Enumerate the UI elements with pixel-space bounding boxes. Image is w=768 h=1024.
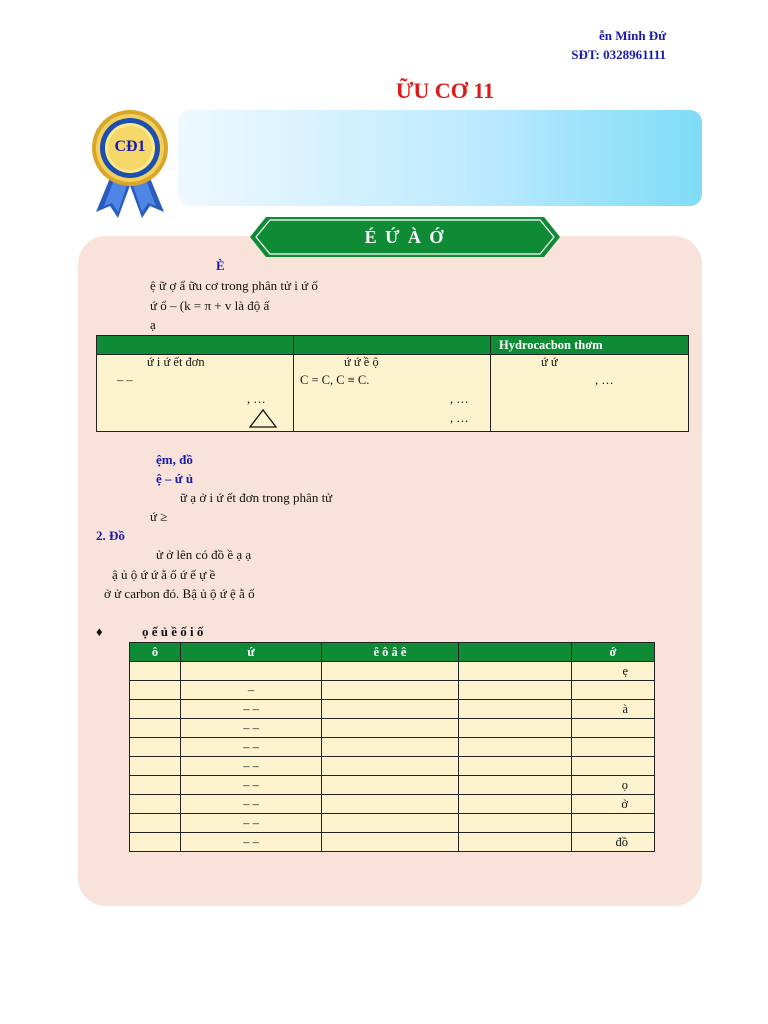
t2-cell: – – bbox=[181, 814, 322, 833]
t1-header-2 bbox=[294, 336, 491, 355]
t2-header-5: ớ bbox=[572, 643, 655, 662]
table-row bbox=[130, 814, 655, 833]
t2-cell: – – bbox=[181, 795, 322, 814]
part2-subheading1: ệm, đồ bbox=[156, 452, 193, 467]
author-name: ễn Minh Đứ bbox=[598, 28, 666, 43]
t2-cell bbox=[459, 833, 572, 852]
t2-cell bbox=[572, 814, 655, 833]
t2-cell bbox=[130, 814, 181, 833]
table-row bbox=[130, 833, 655, 852]
table-row bbox=[130, 719, 655, 738]
t2-cell bbox=[130, 719, 181, 738]
t2-cell bbox=[572, 719, 655, 738]
t2-cell bbox=[130, 757, 181, 776]
part1-line3: ạ bbox=[150, 317, 156, 332]
table-row bbox=[130, 776, 655, 795]
naming-table bbox=[129, 642, 655, 852]
part1-line1: ệ ữ ợ ẩ ữu cơ trong phân tử i ứ ố bbox=[150, 278, 318, 293]
t2-cell bbox=[322, 719, 459, 738]
t2-cell: – – bbox=[181, 738, 322, 757]
bullet-icon: ♦ bbox=[96, 624, 103, 639]
t2-cell bbox=[322, 662, 459, 681]
t2-cell: – – bbox=[181, 776, 322, 795]
document-title: ỮU CƠ 11 bbox=[395, 78, 495, 103]
topic-banner bbox=[178, 110, 702, 206]
t2-cell: – – bbox=[181, 833, 322, 852]
t2-cell bbox=[322, 795, 459, 814]
t2-header-2: ứ bbox=[181, 643, 322, 662]
t2-cell bbox=[459, 757, 572, 776]
table-row bbox=[130, 681, 655, 700]
t2-cell bbox=[322, 833, 459, 852]
t2-cell bbox=[459, 700, 572, 719]
classification-table bbox=[96, 335, 689, 432]
t1-cell-2-line3: , … bbox=[450, 392, 469, 406]
t2-cell bbox=[459, 738, 572, 757]
part2-para3: ở ử carbon đó. Bậ ủ ộ ứ ệ ằ ố bbox=[104, 586, 255, 601]
t2-cell: – – bbox=[181, 757, 322, 776]
part1-heading: È bbox=[216, 258, 225, 273]
t2-cell bbox=[130, 700, 181, 719]
table-row bbox=[130, 662, 655, 681]
part2-para1: ử ở lên có đồ ề ạ ạ bbox=[156, 547, 252, 562]
t2-cell bbox=[322, 700, 459, 719]
t2-cell bbox=[459, 776, 572, 795]
t2-cell bbox=[130, 776, 181, 795]
t1-cell-1-line2: – – bbox=[117, 373, 133, 387]
t1-header-1 bbox=[97, 336, 294, 355]
t2-cell: à bbox=[572, 700, 655, 719]
t1-cell-3-line2: , … bbox=[595, 373, 614, 387]
t2-cell bbox=[459, 719, 572, 738]
t1-cell-2 bbox=[294, 355, 491, 432]
t2-header-4 bbox=[459, 643, 572, 662]
t2-cell bbox=[130, 795, 181, 814]
t2-cell bbox=[322, 681, 459, 700]
t2-cell: ọ bbox=[572, 776, 655, 795]
t1-cell-1-line3: , … bbox=[247, 392, 266, 406]
list-intro-text: ọ ế ủ ề ố i ố bbox=[142, 624, 204, 639]
t2-cell bbox=[572, 738, 655, 757]
t1-cell-3 bbox=[491, 355, 689, 432]
part2-para2: ậ ủ ộ ứ ứ ằ ố ứ ế ự ề bbox=[112, 567, 216, 582]
t2-cell: – – bbox=[181, 700, 322, 719]
medal-icon bbox=[88, 108, 172, 220]
t2-cell bbox=[322, 738, 459, 757]
t2-cell: – bbox=[181, 681, 322, 700]
t1-header-3: Hydrocacbon thơm bbox=[491, 336, 689, 355]
t1-cell-2-line4: , … bbox=[450, 411, 469, 425]
badge-label: CĐ1 bbox=[114, 138, 146, 155]
table-row bbox=[130, 757, 655, 776]
t2-cell bbox=[130, 662, 181, 681]
t2-cell: ẹ bbox=[572, 662, 655, 681]
t1-cell-3-line1: ứ ứ bbox=[541, 355, 558, 369]
t1-cell-2-line2: C = C, C ≡ C. bbox=[300, 373, 370, 387]
t2-cell bbox=[130, 833, 181, 852]
t2-cell: ở bbox=[572, 795, 655, 814]
t2-cell bbox=[322, 757, 459, 776]
t1-cell-1 bbox=[97, 355, 294, 432]
t2-cell bbox=[572, 757, 655, 776]
t2-header-1: ô bbox=[130, 643, 181, 662]
t2-cell: – – bbox=[181, 719, 322, 738]
t2-cell bbox=[572, 681, 655, 700]
section-heading: É Ứ À Ớ bbox=[364, 227, 446, 247]
part1-line2: ứ ổ – (k = π + v là độ ấ bbox=[150, 298, 270, 313]
table-row bbox=[130, 795, 655, 814]
part2-line2: ứ ≥ bbox=[150, 509, 168, 524]
t2-cell bbox=[322, 776, 459, 795]
triangle-icon bbox=[247, 407, 279, 429]
t2-cell: đồ bbox=[572, 833, 655, 852]
t1-cell-2-line1: ứ ứ ề ộ bbox=[344, 355, 379, 369]
author-phone: SĐT: 0328961111 bbox=[571, 47, 666, 62]
t2-cell bbox=[459, 814, 572, 833]
t2-cell bbox=[130, 681, 181, 700]
t2-cell bbox=[459, 681, 572, 700]
t2-cell bbox=[322, 814, 459, 833]
part2-heading2: 2. Đồ bbox=[96, 528, 125, 543]
part2-subheading2: ệ – ứ ủ bbox=[156, 471, 194, 486]
part2-line1: ữ ạ ở i ứ ết đơn trong phân tử bbox=[180, 490, 333, 505]
table-row bbox=[130, 738, 655, 757]
t2-cell bbox=[130, 738, 181, 757]
t1-cell-1-line1: ứ i ứ ết đơn bbox=[147, 355, 205, 369]
t2-cell bbox=[459, 662, 572, 681]
t2-cell bbox=[459, 795, 572, 814]
table-row bbox=[130, 700, 655, 719]
t2-cell bbox=[181, 662, 322, 681]
t2-header-3: ê ô â ê bbox=[322, 643, 459, 662]
